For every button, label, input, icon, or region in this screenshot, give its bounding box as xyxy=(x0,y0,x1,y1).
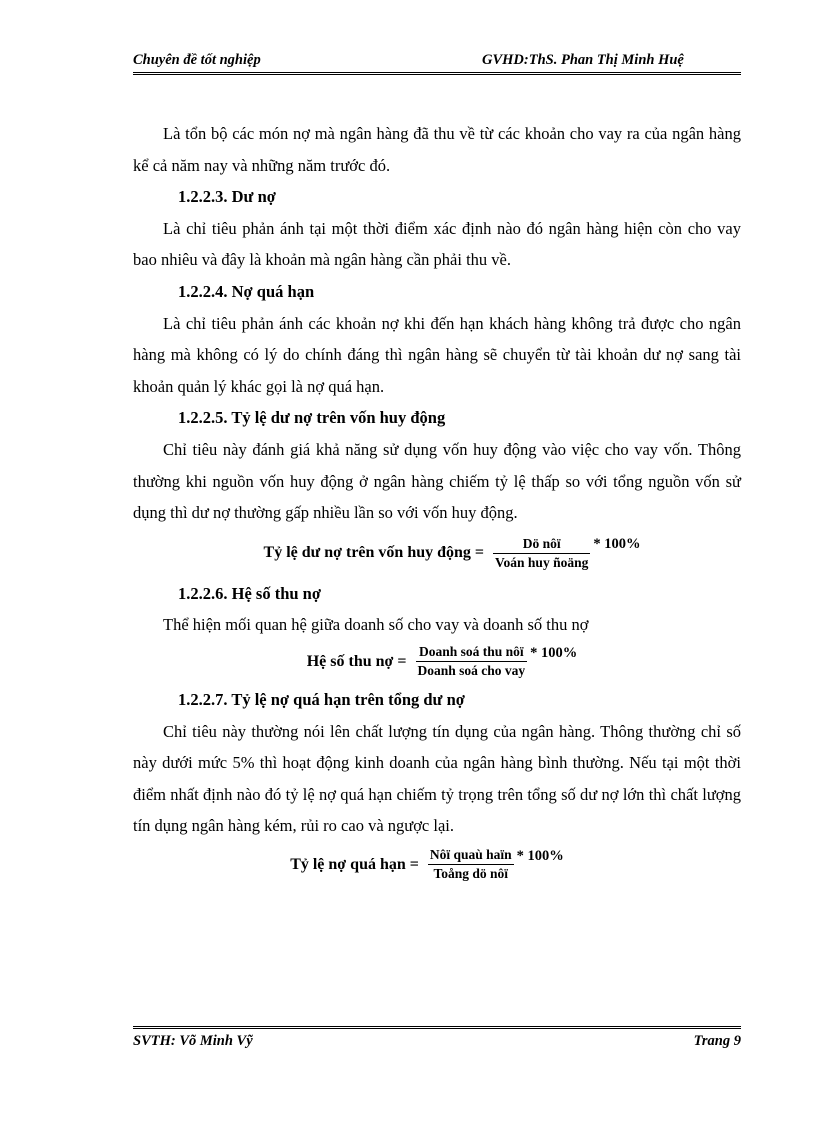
footer-left: SVTH: Võ Minh Vỹ xyxy=(133,1033,253,1049)
heading-1223: 1.2.2.3. Dư nợ xyxy=(178,187,276,207)
formula-multiplier: * 100% xyxy=(593,536,641,553)
formula-du-no-von-huy-dong xyxy=(133,535,741,572)
page-body xyxy=(133,118,741,883)
header-rule xyxy=(133,72,741,75)
formula-lhs: Tỷ lệ nợ quá hạn = xyxy=(290,855,419,873)
heading-1225: 1.2.2.5. Tỷ lệ dư nợ trên vốn huy động xyxy=(178,408,446,428)
formula-denominator: Toång dö nôï xyxy=(433,865,509,881)
header-right: GVHD:ThS. Phan Thị Minh Huệ xyxy=(482,52,684,68)
paragraph-1223: Là chỉ tiêu phản ánh tại một thời điểm xác định nào đó ngân hàng hiện còn cho vay bao nhiêu và đây là khoản mà ngân hàng cần phải thu về. xyxy=(133,218,741,270)
formula-lhs: Tỷ lệ dư nợ trên vốn huy động = xyxy=(263,544,485,562)
footer-rule xyxy=(133,1026,741,1029)
heading-1226: 1.2.2.6. Hệ số thu nợ xyxy=(178,583,321,603)
page-header xyxy=(133,52,741,69)
formula-denominator: Doanh soá cho vay xyxy=(417,662,526,678)
header-left: Chuyên đề tốt nghiệp xyxy=(133,52,261,68)
paragraph-intro: Là tổn bộ các món nợ mà ngân hàng đã thu về từ các khoản cho vay ra của ngân hàng kể cả năm nay và những năm trước đó. xyxy=(133,124,741,175)
formula-fraction xyxy=(428,846,514,883)
page-footer xyxy=(133,1033,741,1050)
formula-fraction xyxy=(493,535,590,572)
heading-1227: 1.2.2.7. Tỷ lệ nợ quá hạn trên tổng dư nợ xyxy=(178,689,465,709)
formula-lhs: Hệ số thu nợ = xyxy=(306,652,407,670)
heading-1224: 1.2.2.4. Nợ quá hạn xyxy=(178,281,315,301)
formula-no-qua-han xyxy=(133,846,741,883)
formula-denominator: Voán huy ñoäng xyxy=(495,554,589,570)
footer-right: Trang 9 xyxy=(693,1033,741,1049)
paragraph-1227: Chỉ tiêu này thường nói lên chất lượng tín dụng của ngân hàng. Thông thường chỉ số này dưới mức 5% thì hoạt động kinh doanh của ngân hàng bình thường. Nếu tại một thời điểm nhất định nào đó tỷ lệ nợ quá hạn chiếm tỷ trọng trên tổng số dư nợ lớn thì chất lượng tín dụng ngân hàng kém, rủi ro cao và ngược lại. xyxy=(133,721,741,836)
formula-numerator: Doanh soá thu nôï xyxy=(418,643,524,659)
paragraph-1226: Thể hiện mối quan hệ giữa doanh số cho vay và doanh số thu nợ xyxy=(163,615,589,635)
formula-multiplier: * 100% xyxy=(516,847,564,864)
formula-he-so-thu-no xyxy=(133,643,741,680)
paragraph-1225: Chỉ tiêu này đánh giá khả năng sử dụng vốn huy động vào việc cho vay vốn. Thông thường khi nguồn vốn huy động ở ngân hàng chiếm tỷ lệ thấp so với tổng nguồn vốn sử dụng thì dư nợ thường gấp nhiều lần so với vốn huy động. xyxy=(133,439,741,523)
formula-multiplier: * 100% xyxy=(530,644,578,661)
formula-fraction xyxy=(416,643,528,680)
formula-numerator: Dö nôï xyxy=(522,535,561,551)
formula-numerator: Nôï quaù haïn xyxy=(429,846,512,862)
paragraph-1224: Là chỉ tiêu phản ánh các khoản nợ khi đến hạn khách hàng không trả được cho ngân hàng mà không có lý do chính đáng thì ngân hàng sẽ chuyển từ tài khoản dư nợ sang tài khoản quản lý khác gọi là nợ quá hạn. xyxy=(133,313,741,396)
